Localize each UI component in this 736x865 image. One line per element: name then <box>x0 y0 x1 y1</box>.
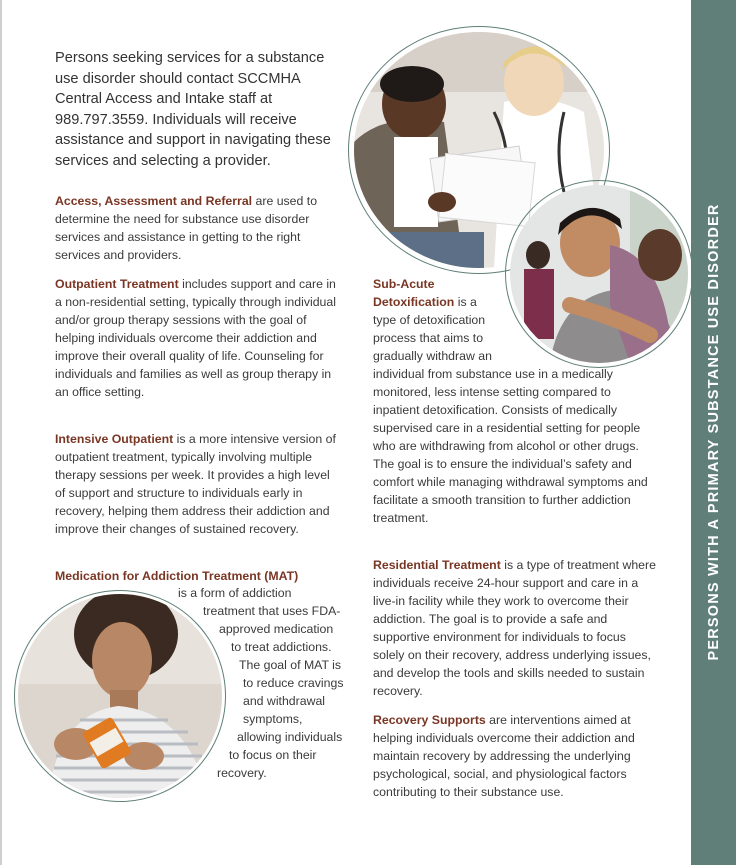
intensive-paragraph <box>55 430 340 538</box>
outpatient-body: includes support and care in a non-residential setting, typically through individual and/or group therapy sessions with the goal of helping individuals overcome their addiction and improve their overall quality of life. Counseling for individuals and families as well as group therapy in an office setting. <box>55 277 336 399</box>
recovery-body: are interventions aimed at helping individuals overcome their addiction and maintain recovery by addressing the underlying psychological, social, and physiological factors contributing to their substance use. <box>373 713 635 799</box>
access-paragraph <box>55 192 340 264</box>
subacute-heading: Sub-Acute Detoxification <box>373 277 455 309</box>
outpatient-heading: Outpatient Treatment <box>55 277 179 291</box>
mat-heading: Medication for Addiction Treatment (MAT) <box>55 569 299 583</box>
intro-paragraph: Persons seeking services for a substance use disorder should contact SCCMHA Central Access and Intake staff at 989.797.3559. Individuals will receive assistance and support in navigating these services and selecting a provider. <box>55 50 331 169</box>
section-sidebar <box>691 0 736 865</box>
residential-body: is a type of treatment where individuals receive 24-hour support and care in a live-in facility while they work to overcome their addiction. The goal is to provide a safe and supportive environment for individuals to focus solely on their recovery, address underlying issues, and develop the tools and skills needed to sustain recovery. <box>373 558 656 698</box>
outpatient-paragraph <box>55 275 340 401</box>
mat-body: is a form of addiction treatment that uses FDA-approved medication to treat addictions. The goal of MAT is to reduce cravings and withdrawal symptoms, allowing individuals to focus on their recovery. <box>178 586 344 780</box>
residential-paragraph <box>373 556 658 700</box>
page-left-rule <box>0 0 2 865</box>
subacute-body: is a type of detoxification process that aims to gradually withdraw an individual from substance use in a medically monitored, less intense setting compared to inpatient detoxification. Consists of medically supervised care in a residential setting for people who are withdrawing from alcohol or other drugs. The goal is to ensure the individual’s safety and comfort while managing withdrawal symptoms and facilitate a smooth transition to further addiction treatment. <box>373 295 648 525</box>
access-body: are used to determine the need for substance use disorder services and assistance in getting to the right services and providers. <box>55 194 318 262</box>
subacute-paragraph <box>373 275 655 527</box>
mat-paragraph <box>55 584 345 800</box>
residential-heading: Residential Treatment <box>373 558 501 572</box>
access-heading: Access, Assessment and Referral <box>55 194 253 208</box>
intensive-heading: Intensive Outpatient <box>55 432 174 446</box>
sidebar-title: PERSONS WITH A PRIMARY SUBSTANCE USE DISORDER <box>705 203 722 661</box>
recovery-heading: Recovery Supports <box>373 713 486 727</box>
recovery-paragraph <box>373 711 658 801</box>
intensive-body: is a more intensive version of outpatient treatment, typically involving multiple therapy sessions per week. It provides a high level of support and structure to individuals early in recovery, helping them address their addiction and improve their changes of sustained recovery. <box>55 432 336 536</box>
